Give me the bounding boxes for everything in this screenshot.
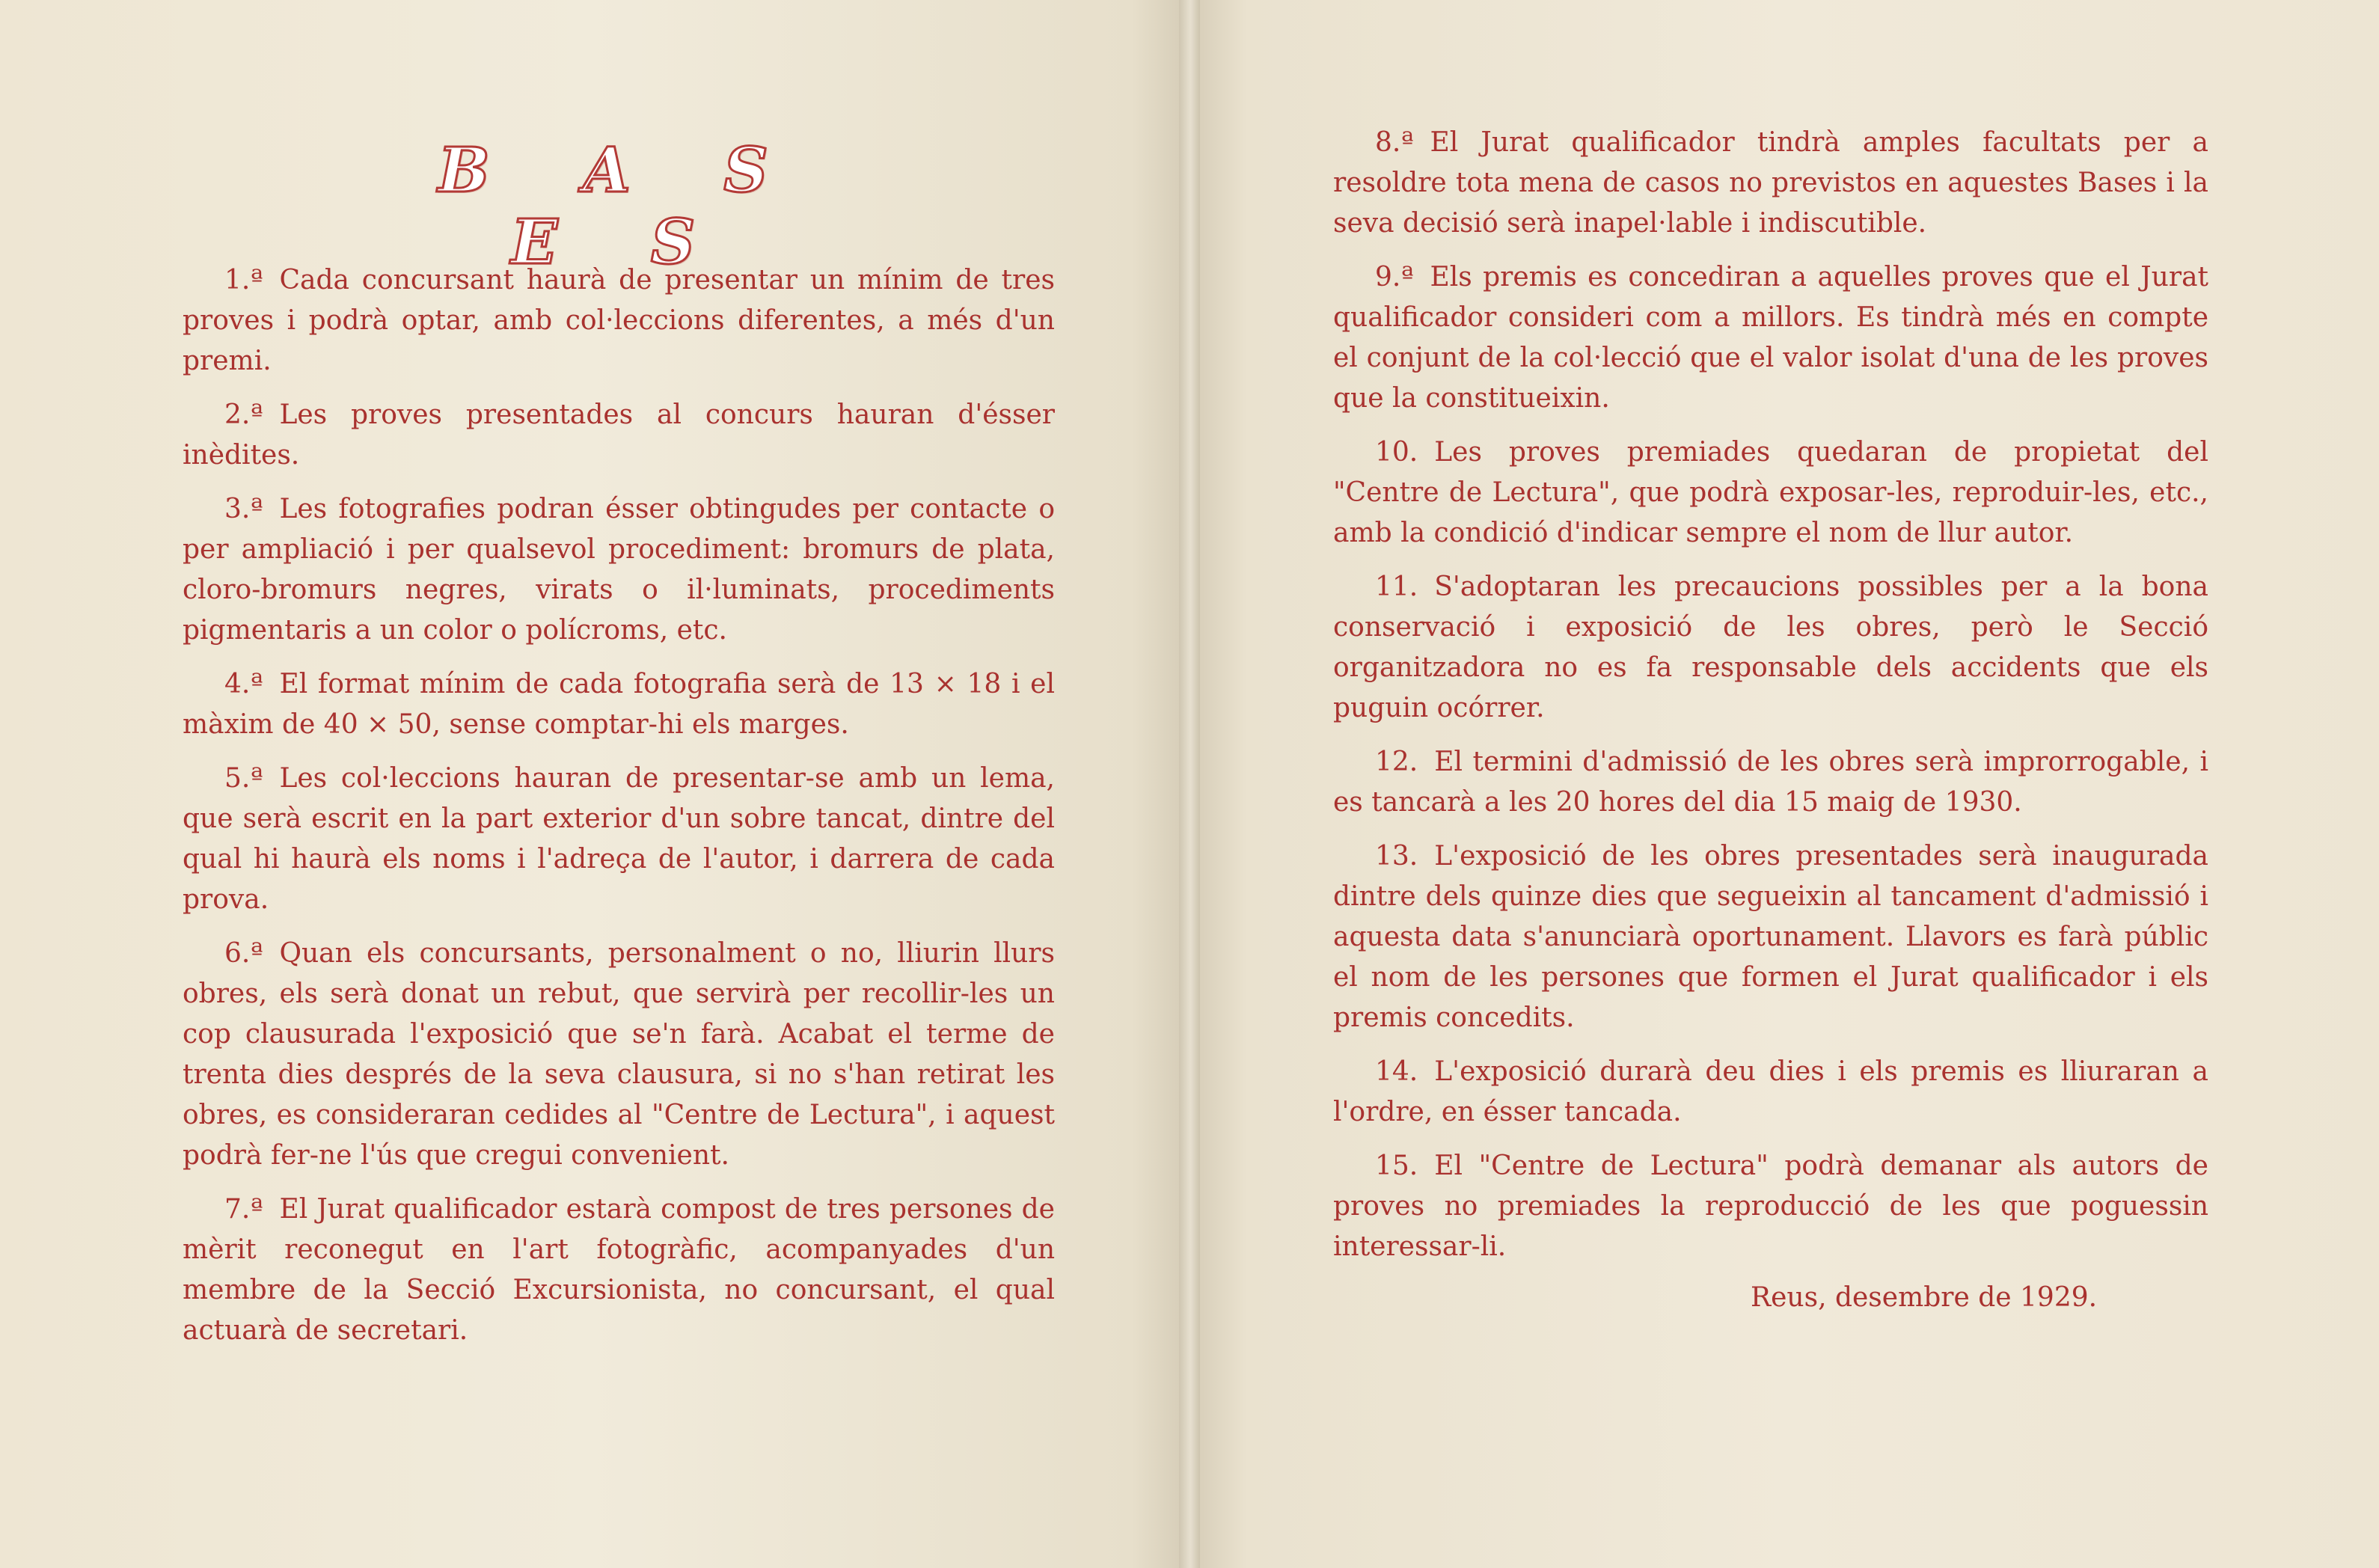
rule-text: S'adoptaran les precaucions possibles per a la bona conservació i exposició de les obres, però le Secció organitzadora no es fa responsable dels accidents que els puguin ocórrer. [1333,572,2208,723]
left-column [183,260,1055,1365]
rule-item [183,934,1055,1176]
rule-text: Els premis es concediran a aquelles proves que el Jurat qualificador consideri com a millors. Es tindrà més en compte el conjunt de la col·lecció que el valor isolat d'una de les proves que la constitueixin. [1333,262,2208,414]
rule-number: 12. [1375,747,1418,777]
rule-text: Quan els concursants, personalment o no, lliurin llurs obres, els serà donat un rebut, que servirà per recollir-les un cop clausurada l'exposició que se'n farà. Acabat el terme de trenta dies després de la seva clausura, si no s'han retirat les obres, es consideraran cedides al "Centre de Lectura", i aquest podrà fer-ne l'ús que cregui convenient. [183,938,1055,1171]
rule-item [1333,742,2208,823]
rule-number: 4.ª [224,669,263,699]
rule-text: El Jurat qualificador estarà compost de tres persones de mèrit reconegut en l'art fotogràfic, acompanyades d'un membre de la Secció Excursionista, no concursant, el qual actuarà de secretari. [183,1194,1055,1346]
rule-number: 8.ª [1375,127,1414,158]
rule-number: 6.ª [224,938,263,969]
rule-item [1333,567,2208,729]
rule-item [1333,1052,2208,1133]
rule-number: 3.ª [224,494,263,524]
rule-text: El format mínim de cada fotografia serà de 13 × 18 i el màxim de 40 × 50, sense comptar-hi els marges. [183,669,1055,740]
rule-number: 13. [1375,841,1418,872]
rule-item [1333,1146,2208,1267]
rule-number: 15. [1375,1151,1418,1181]
rule-number: 10. [1375,437,1418,468]
rule-text: Les fotografies podran ésser obtingudes per contacte o per ampliació i per qualsevol procediment: bromurs de plata, cloro-bromurs negres, virats o il·luminats, procediments pigmentaris a un color o polícroms, etc. [183,494,1055,646]
rule-item [183,1189,1055,1351]
date-line: Reus, desembre de 1929. [1751,1282,2098,1313]
rule-text: Les col·leccions hauran de presentar-se amb un lema, que serà escrit en la part exterior d'un sobre tancat, dintre del qual hi haurà els noms i l'adreça de l'autor, i darrera de cada prova. [183,763,1055,915]
rule-text: Cada concursant haurà de presentar un mínim de tres proves i podrà optar, amb col·leccions diferentes, a més d'un premi. [183,265,1055,376]
rule-number: 7.ª [224,1194,263,1225]
rule-text: L'exposició durarà deu dies i els premis es lliuraran a l'ordre, en ésser tancada. [1333,1056,2208,1127]
rule-number: 1.ª [224,265,263,295]
rule-item [1333,123,2208,244]
rule-item [1333,257,2208,419]
rule-item [183,260,1055,382]
page-title: B A S E S [438,135,804,278]
rule-number: 14. [1375,1056,1418,1087]
left-page [0,0,1179,1568]
rule-text: L'exposició de les obres presentades serà inaugurada dintre dels quinze dies que segueixin al tancament d'admissió i aquesta data s'anunciarà oportunament. Llavors es farà públic el nom de les persones que formen el Jurat qualificador i els premis concedits. [1333,841,2208,1033]
rule-number: 2.ª [224,399,263,430]
rule-item [183,759,1055,920]
right-column [1333,123,2208,1281]
rule-item [183,395,1055,476]
rule-text: Les proves premiades quedaran de propietat del "Centre de Lectura", que podrà exposar-les, reproduir-les, etc., amb la condició d'indicar sempre el nom de llur autor. [1333,437,2208,548]
rule-item [1333,836,2208,1038]
rule-item [183,664,1055,745]
rule-text: El termini d'admissió de les obres serà improrrogable, i es tancarà a les 20 hores del dia 15 maig de 1930. [1333,747,2208,818]
rule-number: 11. [1375,572,1418,602]
rule-text: Les proves presentades al concurs hauran d'ésser inèdites. [183,399,1055,471]
rule-item [183,489,1055,651]
rule-text: El Jurat qualificador tindrà amples facultats per a resoldre tota mena de casos no previstos en aquestes Bases i la seva decisió serà inapel·lable i indiscutible. [1333,127,2208,239]
rule-text: El "Centre de Lectura" podrà demanar als autors de proves no premiades la reproducció de les que poguessin interessar-li. [1333,1151,2208,1262]
rule-number: 9.ª [1375,262,1414,293]
book-gutter [1179,0,1200,1568]
rule-item [1333,432,2208,554]
rule-number: 5.ª [224,763,263,794]
